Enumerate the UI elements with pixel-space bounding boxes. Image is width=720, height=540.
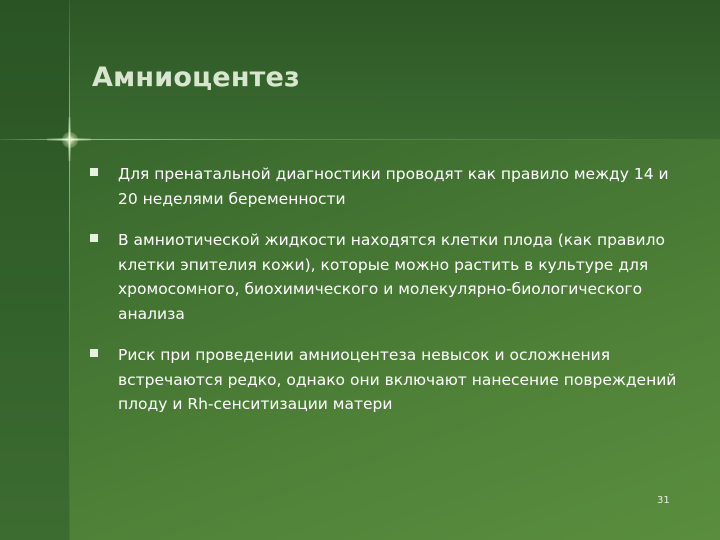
bullet-text: Для пренатальной диагностики проводят как правило между 14 и 20 неделями беременности: [118, 165, 669, 208]
bullet-item: [90, 228, 680, 326]
square-bullet-icon: [90, 234, 98, 242]
square-bullet-icon: [90, 349, 98, 357]
page-number: 31: [657, 495, 670, 506]
slide-title: Амниоцентез: [92, 62, 300, 93]
bullet-item: [90, 343, 680, 417]
horizontal-accent-line: [0, 139, 720, 140]
bullet-list: [90, 162, 680, 434]
bullet-text: Риск при проведении амниоцентеза невысок и осложнения встречаются редко, однако они включают нанесение повреждений плоду и Rh-сенситизации матери: [118, 346, 677, 413]
bullet-item: [90, 162, 680, 211]
square-bullet-icon: [90, 168, 98, 176]
bullet-text: В амниотической жидкости находятся клетки плода (как правило клетки эпителия кожи), которые можно растить в культуре для хромосомного, биохимического и молекулярно-биологического анализа: [118, 231, 666, 323]
left-strip-decoration: [0, 0, 70, 540]
vertical-accent-line: [69, 0, 70, 540]
